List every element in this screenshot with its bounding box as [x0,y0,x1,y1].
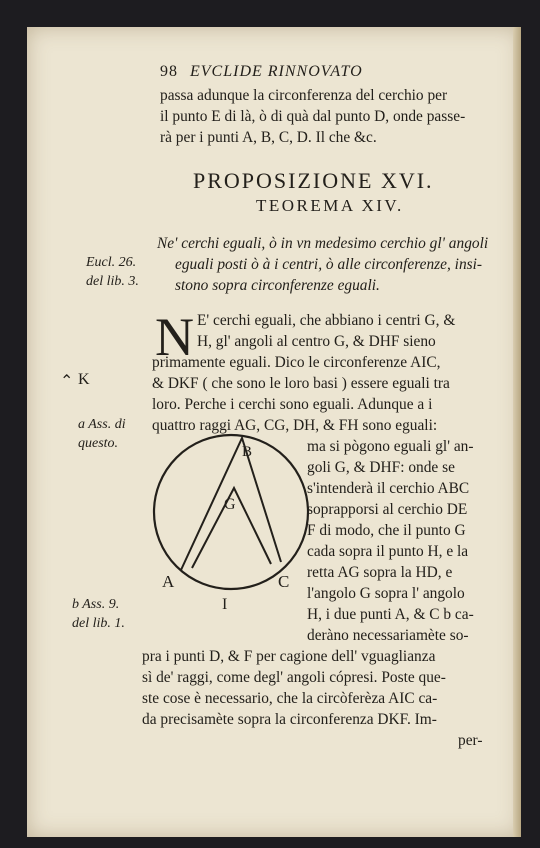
proof-bottom-line-3: ste cose è necessario, che la circòferèza AIC ca- [142,690,438,707]
proof-line-4: & DKF ( che sono le loro basi ) essere eguali tra [152,375,450,392]
proof-bottom-line-1: pra i punti D, & F per cagione dell' vguaglianza [142,648,436,665]
proof-right-line-7: retta AG sopra la HD, e [307,564,453,581]
circle-figure [150,432,310,617]
proof-right-line-5: F di modo, che il punto G [307,522,466,539]
proof-right-line-10: deràno necessariamète so- [307,627,469,644]
running-header [160,64,363,80]
proof-right-line-1: ma si pògono eguali gl' an- [307,438,474,455]
margin-ref-euclid-line-1: Eucl. 26. [86,255,137,270]
proposition-title: PROPOSIZIONE XVI. [193,168,434,193]
proof-line-1: E' cerchi eguali, che abbiano i centri G, & [197,312,456,329]
proof-right-line-4: soprapporsi al cerchio DE [307,501,468,518]
proof-right-line-3: s'intenderà il cerchio ABC [307,480,470,497]
proof-right-line-2: goli G, & DHF: onde se [307,459,455,476]
margin-caret-icon: ⌃ [60,373,74,390]
enunciation-line-3: stono sopra circonferenze eguali. [175,277,380,294]
proof-right-line-6: cada sopra il punto H, e la [307,543,469,560]
intro-line-3: rà per i punti A, B, C, D. Il che &c. [160,129,377,146]
label-g: G [224,496,236,513]
enunciation-line-1: Ne' cerchi eguali, ò in vn medesimo cerchio gl' angoli [157,235,489,252]
margin-mark-k: K [78,371,90,388]
intro-line-1: passa adunque la circonferenza del cerchio per [160,87,448,104]
proof-line-5: loro. Perche i cerchi sono eguali. Adunque a i [152,396,433,413]
margin-ref-axiom9-line-1: b Ass. 9. [72,597,120,612]
intro-line-2: il punto E di là, ò di quà dal punto D, onde passe- [160,108,466,125]
running-title: EVCLIDE RINNOVATO [190,63,363,80]
margin-ref-axiom-line-2: questo. [78,436,119,451]
proof-line-2: H, gl' angoli al centro G, & DHF sieno [197,333,436,350]
label-a: A [162,572,175,591]
margin-ref-axiom9-line-2: del lib. 1. [72,616,125,631]
label-b: B [242,444,253,460]
margin-ref-axiom-line-1: a Ass. di [78,417,126,432]
proof-line-6: quattro raggi AG, CG, DH, & FH sono eguali: [152,417,438,434]
theorem-subtitle: TEOREMA XIV. [256,196,404,215]
proof-bottom-line-2: sì de' raggi, come degl' angoli cópresi. Poste que- [142,669,446,686]
drop-cap: N [155,307,194,367]
page-edge [513,27,521,837]
enunciation-line-2: eguali posti ò à i centri, ò alle circonferenze, insi- [175,256,483,273]
label-i: I [222,596,228,613]
proof-right-line-9: H, i due punti A, & C b ca- [307,606,474,623]
label-c: C [278,572,290,591]
proof-line-3: primamente eguali. Dico le circonferenze AIC, [152,354,441,371]
proof-right-line-8: l'angolo G sopra l' angolo [307,585,465,602]
catchword: per- [458,732,483,749]
page-number: 98 [160,63,178,80]
proof-bottom-line-4: da precisamète sopra la circonferenza DKF. Im- [142,711,437,728]
margin-ref-euclid-line-2: del lib. 3. [86,274,139,289]
